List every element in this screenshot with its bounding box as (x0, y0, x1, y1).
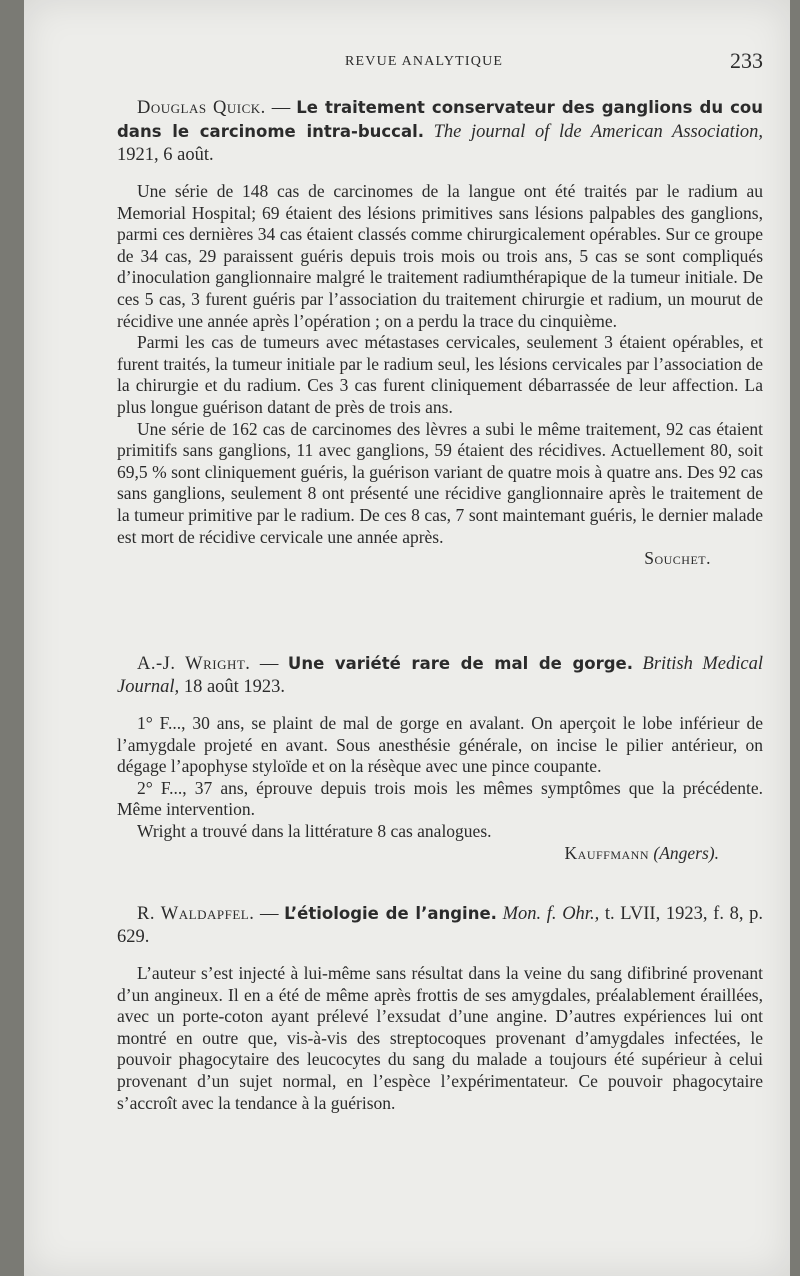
signature-line (117, 843, 763, 865)
paragraph: Wright a trouvé dans la littérature 8 cas analogues. (137, 820, 492, 841)
article-heading: A.-J. Wright. — Une variété rare de mal de gorge. British Medical Journal, 18 août 1923. (117, 654, 763, 697)
article-author: Douglas Quick. (137, 98, 266, 118)
article-author: R. Waldapfel. (137, 904, 255, 924)
publication-date: 18 août 1923. (179, 677, 286, 697)
article-title: Une variété rare de mal de gorge. (287, 654, 634, 673)
article-heading: R. Waldapfel. — L’étiologie de l’angine. Mon. f. Ohr., t. LVII, 1923, f. 8, p. 629. (117, 904, 764, 947)
page-number: 233 (730, 48, 763, 73)
publication-date: 1921, 6 août. (117, 145, 214, 165)
paragraph: L’auteur s’est injecté à lui-même sans résultat dans la veine du sang difibriné provenant d’un angineux. Il en a été de même après frottis de ses amygdales, préalablement éraillées, avec un porte-coton ayant prélevé l’exsudat d’une angine. D’autres expériences lui ont montré en outre que, vis-à-vis des streptocoques provenant d’amygdales infectées, le pouvoir phagocytaire des leucocytes du sang du malade a toujours été supérieur à celui provenant d’un sujet normal, en l’espèce l’expérimentateur. Ce pouvoir phagocytaire s’accroît avec la tendance à la guérison. (117, 963, 763, 1113)
journal-name: Mon. f. Ohr., (502, 904, 600, 924)
author-signature: Souchet. (644, 548, 711, 569)
paragraph: Une série de 148 cas de carcinomes de la langue ont été traités par le radium au Memorial Hospital; 69 étaient des lésions primitives sans lésions palpables des ganglions, parmi ces dernières 34 cas étaient classés comme chirurgicalement opérables. Sur ce groupe de 34 cas, 29 paraissent guéris depuis trois mois ou trois ans, 5 cas se sont compliqués d’inoculation ganglionnaire malgré le traitement radiumthérapique de la tumeur initiale. De ces 5 cas, 3 furent guéris par l’association du traitement chirurgie et radium, un mourut de récidive une année après l’opération ; on a perdu la trace du cinquième. (117, 181, 763, 331)
article-waldapfel (117, 902, 763, 1114)
article-title: Le traitement conservateur des ganglions du cou dans le carcinome intra-buccal. (117, 98, 763, 141)
article-body (117, 181, 763, 548)
article-author: A.-J. Wright. (137, 654, 251, 674)
paragraph: Parmi les cas de tumeurs avec métastases cervicales, seulement 3 étaient opérables, et furent traités, la tumeur initiale par le radium seul, les lésions cervicales par l’association de la chirurgie et du radium. Ces 3 cas furent cliniquement débarrassée de leur affection. La plus longue guérison datant de près de trois ans. (117, 332, 763, 417)
signature-place: (Angers). (653, 842, 719, 863)
signature-line (117, 548, 763, 570)
article-title: L’étiologie de l’angine. (284, 904, 497, 923)
running-header (117, 48, 763, 74)
article-body (117, 713, 763, 843)
article-wright (117, 652, 763, 864)
paragraph: 1° F..., 30 ans, se plaint de mal de gorge en avalant. On aperçoit le lobe inférieur de l’amygdale projeté en avant. Sous anesthésie générale, on incise le pilier antérieur, on dégage l’apophyse styloïde et on la résèque avec une pince coupante. (117, 713, 763, 777)
paragraph: 2° F..., 37 ans, éprouve depuis trois mois les mêmes symptômes que la précédente. Même intervention. (117, 777, 763, 820)
journal-name: British Medical Journal, (117, 654, 763, 697)
paragraph: Une série de 162 cas de carcinomes des lèvres a subi le même traitement, 92 cas étaient primitifs sans ganglions, 11 avec ganglions, 59 étaient des récidives. Actuellement 80, soit 69,5 % sont cliniquement guéris, la guérison variant de quatre mois à quatre ans. Des 92 cas sans ganglions, seulement 8 ont présenté une récidive ganglionnaire après le traitement de la tumeur primitive par le radium. De ces 8 cas, 7 sont maintemant guéris, le dernier malade est mort de récidive cervicale une année après. (117, 418, 763, 547)
author-signature: Kauffmann (564, 842, 650, 863)
article-heading: Douglas Quick. — Le traitement conservateur des ganglions du cou dans le carcinome intra-buccal. The journal of lde American Association, 1921, 6 août. (117, 98, 763, 165)
article-quick (117, 96, 763, 570)
article-body (117, 963, 763, 1114)
publication-date: t. LVII, 1923, f. 8, p. 629. (117, 904, 764, 947)
journal-name: The journal of lde American Association, (433, 122, 763, 142)
running-title: REVUE ANALYTIQUE (345, 54, 504, 69)
document-page (24, 0, 790, 1276)
